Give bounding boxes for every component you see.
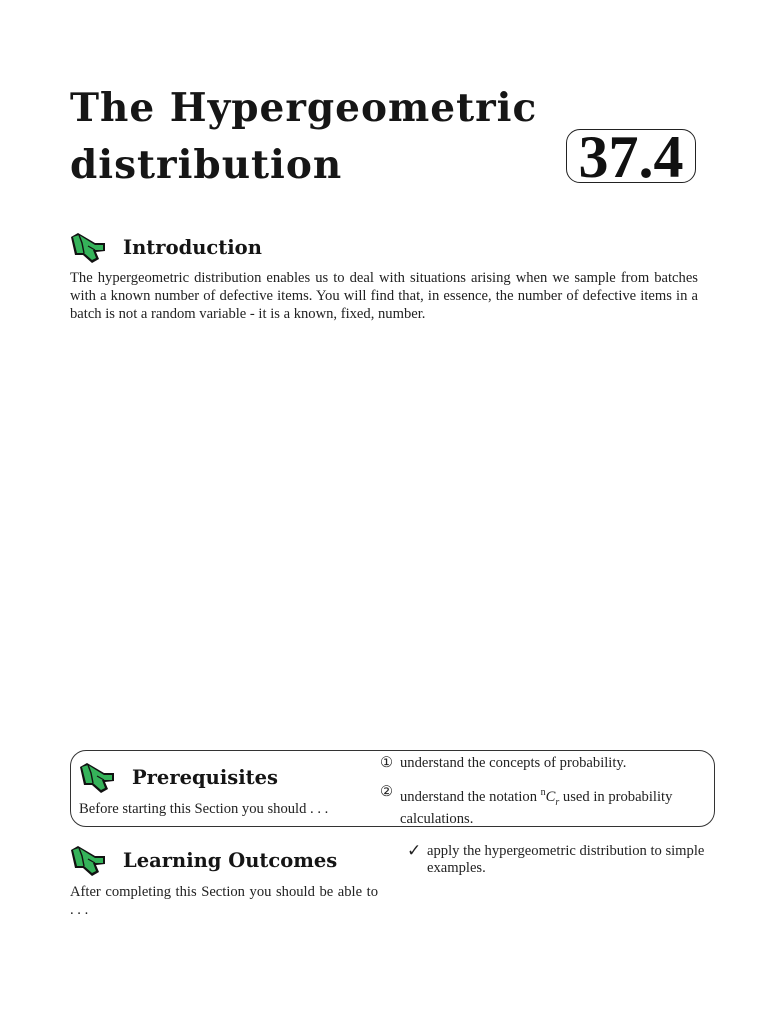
circled-one-icon: ① [380, 755, 394, 771]
title-line-1: The Hypergeometric [70, 85, 538, 131]
learning-outcomes-lead: After completing this Section you should be able to . . . [70, 884, 378, 918]
learning-outcome-item [407, 843, 707, 879]
prerequisite-item [380, 755, 710, 773]
page-title [70, 80, 540, 194]
prerequisite-item [380, 784, 710, 827]
circled-two-icon: ② [380, 784, 394, 800]
learning-outcome-item-text: apply the hypergeometric distribution to simple examples. [427, 843, 705, 876]
check-mark-icon: ✓ [407, 841, 422, 860]
prerequisites-heading: Prerequisites [132, 766, 279, 789]
prerequisite-item-text: understand the concepts of probability. [400, 755, 627, 771]
introduction-text: The hypergeometric distribution enables us to deal with situations arising when we sample from batches with a known number of defective items. You will find that, in essence, the number of defective items in a batch is not a random variable - it is a known, fixed, number. [70, 270, 698, 322]
prerequisites-lead: Before starting this Section you should . . . [79, 801, 329, 817]
learning-outcomes-heading: Learning Outcomes [123, 849, 338, 872]
prerequisite-item-text: understand the notation $^nC_r$ used in probability calculations. [400, 787, 673, 827]
pointing-hand-icon [77, 758, 117, 798]
pointing-hand-icon [68, 228, 108, 268]
title-line-2: distribution [70, 142, 343, 188]
introduction-heading: Introduction [123, 236, 262, 259]
section-number-badge: 37.4 [566, 129, 696, 183]
pointing-hand-icon [68, 841, 108, 881]
